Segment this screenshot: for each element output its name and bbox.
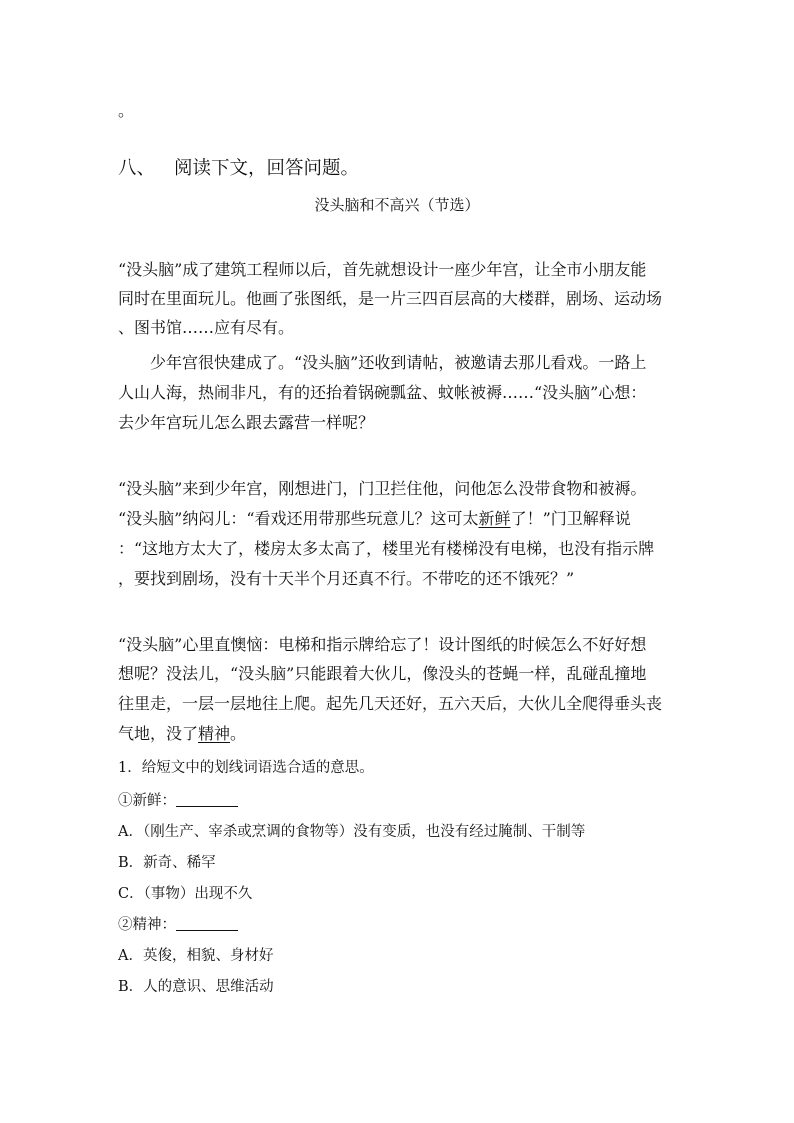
question-prompt: 1．给短文中的划线词语选合适的意思。 — [118, 760, 374, 776]
item-2-option-b: B．人的意识、思维活动 — [118, 979, 274, 995]
p2-line-2: 人山人海，热闹非凡，有的还抬着锅碗瓢盆、蚊帐被褥……“没头脑”心想： — [118, 383, 647, 402]
top-mark: 。 — [118, 101, 135, 120]
section-heading — [118, 157, 359, 181]
item-1-option-b: B．新奇、稀罕 — [118, 855, 216, 871]
item-1-option-c: C．（事物）出现不久 — [118, 886, 253, 902]
p2-line-3: 去少年宫玩儿怎么跟去露营一样呢？ — [118, 413, 375, 432]
question-item-1 — [118, 791, 678, 811]
p4-line-3: 往里走，一层一层地往上爬。起先几天还好，五六天后，大伙儿全爬得垂头丧 — [118, 694, 663, 713]
p4-line-4-pre: 气地，没了 — [118, 724, 199, 743]
p3-line-2-pre: “没头脑”纳闷儿：“看戏还用带那些玩意儿？这可太 — [118, 509, 479, 528]
underlined-word-xinxian: 新鲜 — [478, 509, 511, 528]
p3-line-2 — [118, 509, 678, 529]
passage-title: 没头脑和不高兴（节选） — [314, 196, 480, 214]
item-2-label: ②精神： — [118, 917, 176, 933]
p2-line-1: 少年宫很快建成了。“没头脑”还收到请帖，被邀请去那儿看戏。一路上 — [150, 353, 647, 372]
p3-line-4: ，要找到剧场，没有十天半个月还真不行。不带吃的还不饿死？” — [118, 569, 575, 588]
p4-line-2: 想呢？没法儿，“没头脑”只能跟着大伙儿，像没头的苍蝇一样，乱碰乱撞地 — [118, 664, 647, 683]
p3-line-2-post: 了！”门卫解释说 — [510, 509, 631, 528]
p1-line-1: “没头脑”成了建筑工程师以后，首先就想设计一座少年宫，让全市小朋友能 — [118, 260, 647, 279]
question-item-2 — [118, 915, 678, 935]
section-instruction: 阅读下文，回答问题。 — [174, 158, 360, 179]
item-1-option-a: A．（刚生产、宰杀或烹调的食物等）没有变质，也没有经过腌制、干制等 — [118, 824, 586, 840]
p3-line-1: “没头脑”来到少年宫，刚想进门，门卫拦住他，问他怎么没带食物和被褥。 — [118, 479, 647, 498]
section-number: 八、 — [118, 158, 156, 179]
p4-line-4 — [118, 724, 678, 744]
answer-blank-2[interactable] — [176, 916, 238, 931]
p1-line-2: 同时在里面玩儿。他画了张图纸，是一片三四百层高的大楼群，剧场、运动场 — [118, 289, 663, 308]
answer-blank-1[interactable] — [176, 792, 238, 807]
item-2-option-a: A．英俊，相貌、身材好 — [118, 948, 274, 964]
p3-line-3: ：“这地方太大了，楼房太多太高了，楼里光有楼梯没有电梯，也没有指示牌 — [118, 539, 655, 558]
underlined-word-jingshen: 精神 — [198, 724, 231, 743]
p4-line-1: “没头脑”心里直懊恼：电梯和指示牌给忘了！设计图纸的时候怎么不好好想 — [118, 635, 647, 654]
p4-line-4-post: 。 — [230, 724, 247, 743]
p1-line-3: 、图书馆……应有尽有。 — [118, 318, 295, 337]
item-1-label: ①新鲜： — [118, 793, 176, 809]
